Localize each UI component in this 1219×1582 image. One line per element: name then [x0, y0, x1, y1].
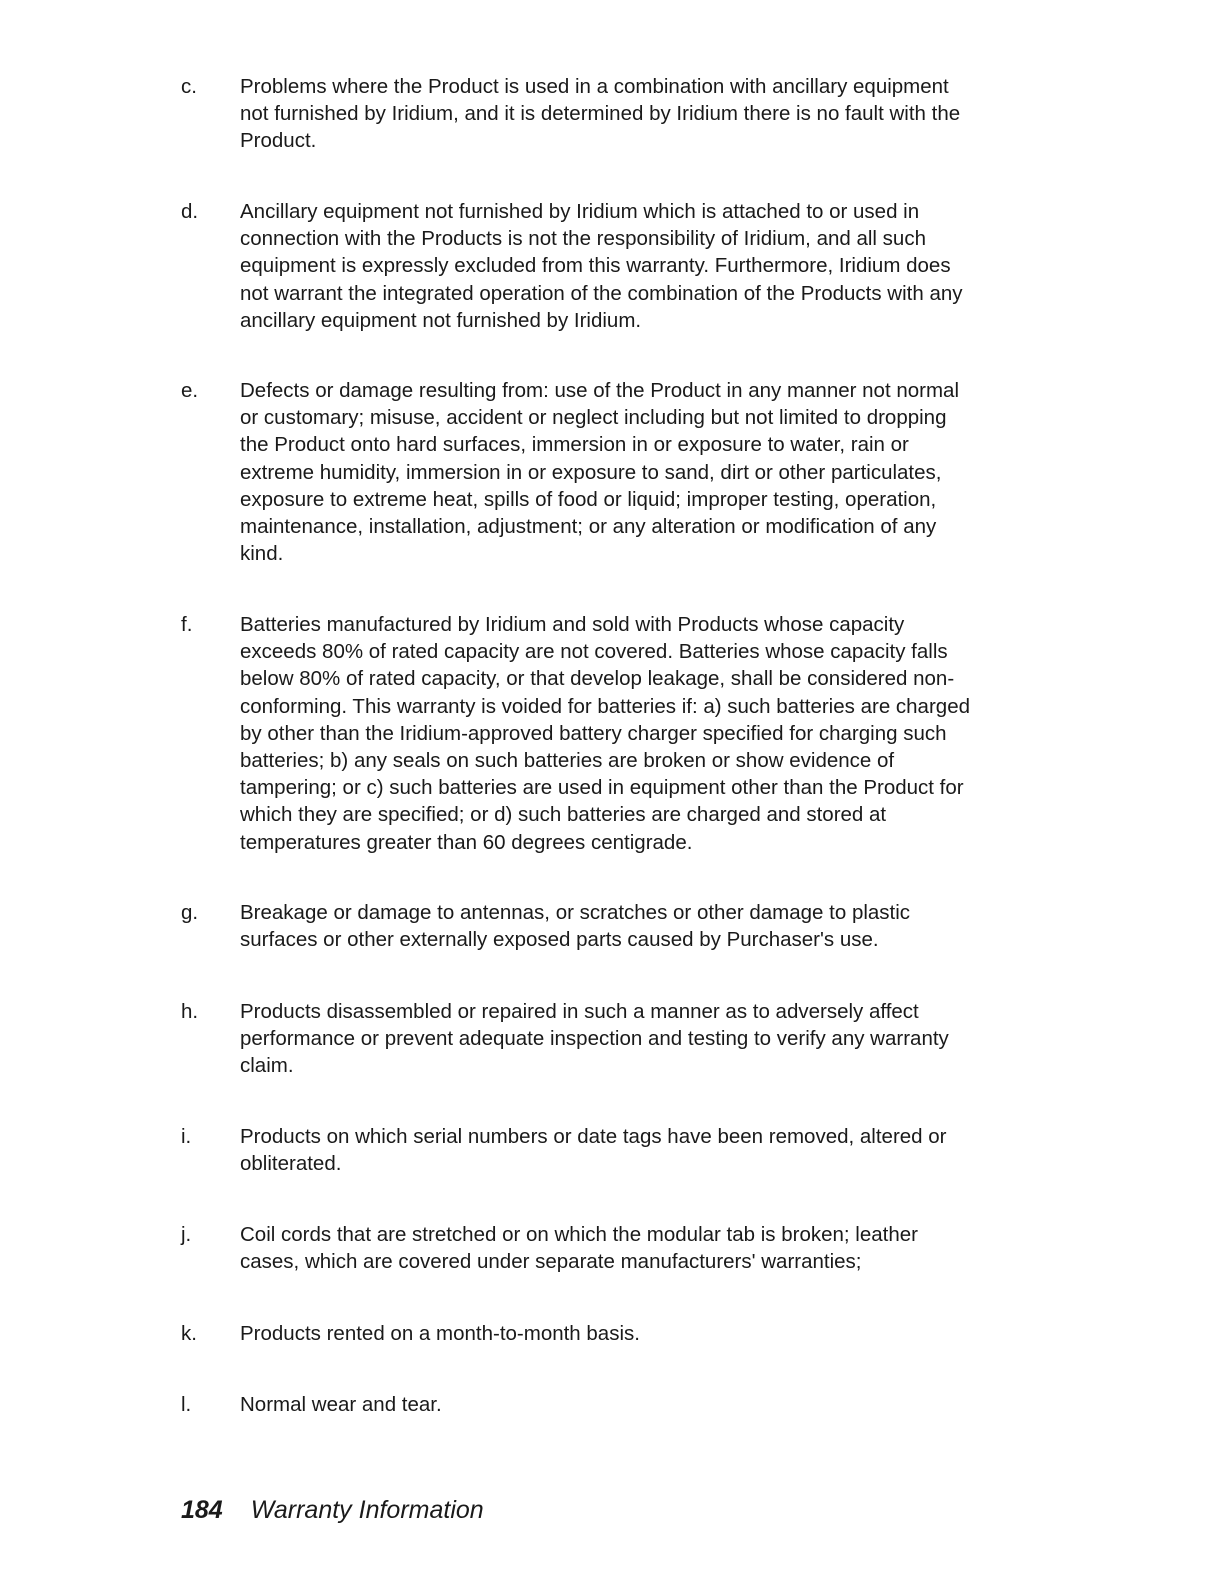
list-item-text	[240, 1221, 1015, 1275]
text-line: ancillary equipment not furnished by Iridium.	[240, 308, 642, 332]
text-line: Problems where the Product is used in a combination with ancillary equipment	[240, 75, 949, 98]
list-item-text	[240, 1391, 1015, 1418]
text-line: the Product onto hard surfaces, immersion in or exposure to water, rain or	[240, 433, 909, 457]
list-item-text	[240, 198, 1015, 334]
list-item-text	[240, 73, 1015, 155]
text-line: Product.	[240, 129, 317, 153]
list-item-letter: f.	[181, 613, 193, 636]
text-line: batteries; b) any seals on such batteries are broken or show evidence of	[240, 749, 895, 773]
page-footer	[181, 1494, 484, 1526]
list-item-text	[240, 899, 1015, 953]
text-line: temperatures greater than 60 degrees centigrade.	[240, 830, 693, 854]
text-line: Defects or damage resulting from: use of the Product in any manner not normal	[240, 379, 960, 402]
text-line: exceeds 80% of rated capacity are not covered. Batteries whose capacity falls	[240, 640, 948, 664]
text-line: exposure to extreme heat, spills of food or liquid; improper testing, operation,	[240, 487, 937, 511]
text-line: obliterated.	[240, 1152, 342, 1176]
text-line: or customary; misuse, accident or neglect including but not limited to dropping	[240, 406, 947, 430]
text-line: Breakage or damage to antennas, or scratches or other damage to plastic	[240, 901, 911, 924]
list-item-letter: j.	[181, 1223, 192, 1246]
text-line: tampering; or c) such batteries are used in equipment other than the Product for	[240, 776, 964, 800]
text-line: kind.	[240, 542, 284, 566]
list-item-letter: g.	[181, 901, 199, 924]
list-item-text	[240, 1320, 1015, 1347]
page-number: 184	[181, 1496, 223, 1524]
text-line: Coil cords that are stretched or on which the modular tab is broken; leather	[240, 1223, 918, 1246]
list-item-letter: h.	[181, 1000, 199, 1023]
text-line: claim.	[240, 1054, 294, 1078]
list-item-text	[240, 998, 1015, 1080]
text-line: equipment is expressly excluded from this warranty. Furthermore, Iridium does	[240, 254, 951, 278]
list-item-letter: l.	[181, 1393, 192, 1416]
text-line: Products rented on a month-to-month basis.	[240, 1322, 640, 1345]
text-line: Products disassembled or repaired in such a manner as to adversely affect	[240, 1000, 919, 1023]
list-item-letter: c.	[181, 75, 197, 98]
text-line: connection with the Products is not the responsibility of Iridium, and all such	[240, 227, 926, 251]
text-line: below 80% of rated capacity, or that develop leakage, shall be considered non-	[240, 667, 955, 691]
text-line: which they are specified; or d) such batteries are charged and stored at	[240, 803, 887, 827]
list-item-text	[240, 611, 1015, 856]
text-line: extreme humidity, immersion in or exposure to sand, dirt or other particulates,	[240, 460, 942, 484]
text-line: conforming. This warranty is voided for batteries if: a) such batteries are charged	[240, 694, 970, 718]
text-line: performance or prevent adequate inspection and testing to verify any warranty	[240, 1027, 949, 1051]
text-line: maintenance, installation, adjustment; or any alteration or modification of any	[240, 515, 937, 539]
list-item-letter: i.	[181, 1125, 192, 1148]
section-title: Warranty Information	[250, 1496, 484, 1524]
text-line: not furnished by Iridium, and it is determined by Iridium there is no fault with the	[240, 102, 961, 126]
text-line: Batteries manufactured by Iridium and sold with Products whose capacity	[240, 613, 905, 636]
list-item-letter: e.	[181, 379, 199, 402]
list-item-letter: k.	[181, 1322, 197, 1345]
text-line: Normal wear and tear.	[240, 1393, 442, 1416]
text-line: not warrant the integrated operation of the combination of the Products with any	[240, 281, 963, 305]
text-line: cases, which are covered under separate manufacturers' warranties;	[240, 1250, 862, 1274]
text-line: by other than the Iridium-approved battery charger specified for charging such	[240, 721, 947, 745]
list-item-letter: d.	[181, 200, 199, 223]
text-line: Products on which serial numbers or date tags have been removed, altered or	[240, 1125, 947, 1148]
text-line: Ancillary equipment not furnished by Iridium which is attached to or used in	[240, 200, 920, 223]
list-item-text	[240, 1123, 1015, 1177]
text-line: surfaces or other externally exposed parts caused by Purchaser's use.	[240, 928, 879, 952]
list-item-text	[240, 377, 1015, 567]
